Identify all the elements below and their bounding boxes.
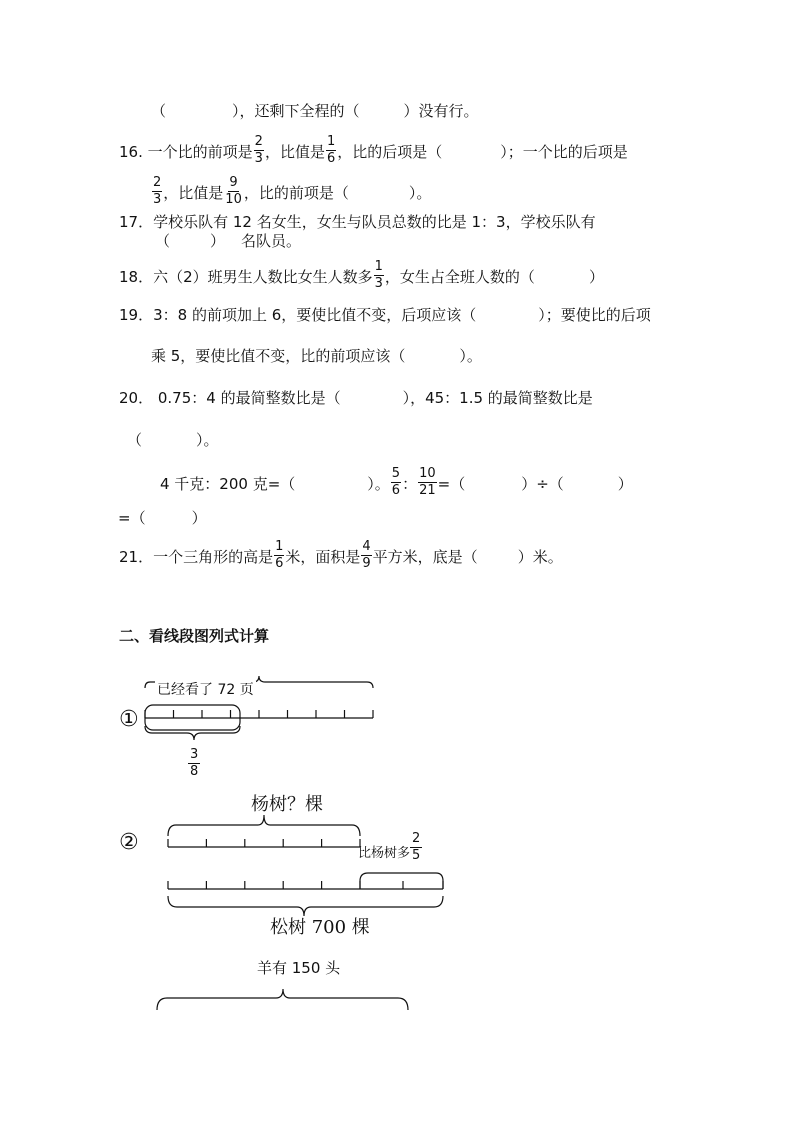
- diagram2-fraction: $\frac{2}{5}$: [412, 831, 421, 863]
- diagram1-marker: ①: [119, 707, 139, 732]
- fraction: $\frac{4}{9}$: [362, 539, 371, 571]
- fraction: $\frac{5}{6}$: [391, 466, 401, 498]
- diagram2-top-label: 杨树？棵: [251, 794, 323, 815]
- question-20-line1: 20． 0.75：4 的最简整数比是（ ），45：1.5 的最简整数比是: [119, 389, 593, 407]
- diagram2-bottom-brace: [168, 896, 443, 916]
- diagram2-extra-box: [360, 873, 443, 889]
- question-17-line1: 17．学校乐队有 12 名女生，女生与队员总数的比是 1：3，学校乐队有: [119, 213, 596, 231]
- continuation-line: （ ），还剩下全程的（ ）没有行。: [151, 102, 479, 120]
- question-17-line2: （ ） 名队员。: [155, 232, 302, 250]
- fraction: $\frac{9}{10}$: [225, 175, 242, 207]
- question-20-line2: （ ）。: [127, 431, 219, 449]
- diagram2-side-label: 比杨树多: [358, 846, 411, 861]
- fraction: $\frac{10}{21}$: [419, 466, 436, 498]
- question-20-line4: =（ ）: [118, 509, 207, 527]
- diagram3-top-label: 羊有 150 头: [257, 959, 341, 977]
- fraction: $\frac{1}{6}$: [275, 539, 284, 571]
- question-16-line1: 16. 一个比的前项是 $\frac{2}{3}$ ，比值是 $\frac{1}{6}$ ，比的后项是（ ）；一个比的后项是: [119, 134, 628, 166]
- diagram2-top-brace: [168, 815, 360, 836]
- question-18: 18．六（2）班男生人数比女生人数多 $\frac{1}{3}$ ，女生占全班人数的（ ）: [119, 259, 604, 291]
- question-20-line3: 4 千克：200 克=（ ）。 $\frac{5}{6}$ ： $\frac{10}{21}$ =（ ）÷（ ）: [160, 466, 633, 498]
- fraction: $\frac{2}{3}$: [254, 134, 263, 166]
- diagram2-poplar-ticks: [168, 839, 360, 847]
- question-21: 21．一个三角形的高是 $\frac{1}{6}$ 米，面积是 $\frac{4}{9}$ 平方米，底是（ ）米。: [119, 539, 563, 571]
- diagram1-bottom-brace: [145, 726, 240, 740]
- diagram3-top-brace: [157, 989, 408, 1010]
- diagram1-fraction: $\frac{3}{8}$: [190, 747, 199, 779]
- diagram2-bottom-label: 松树 700 棵: [270, 917, 370, 938]
- section-2-title: 二、看线段图列式计算: [119, 627, 270, 645]
- diagram2-pine-ticks: [168, 881, 443, 889]
- diagram1-ticks: [145, 710, 373, 718]
- fraction: $\frac{1}{3}$: [374, 259, 383, 291]
- fraction: $\frac{2}{3}$: [153, 175, 162, 207]
- fraction: $\frac{1}{6}$: [326, 134, 336, 166]
- question-16-line2: $\frac{2}{3}$ ，比值是 $\frac{9}{10}$ ，比的前项是（ ）。: [153, 175, 432, 207]
- question-19-line1: 19．3：8 的前项加上 6，要使比值不变，后项应该（ ）；要使比的后项: [119, 306, 651, 324]
- question-19-line2: 乘 5，要使比值不变，比的前项应该（ ）。: [151, 347, 482, 365]
- diagram1-top-label: 已经看了 72 页: [157, 682, 254, 698]
- diagram2-marker: ②: [119, 830, 139, 855]
